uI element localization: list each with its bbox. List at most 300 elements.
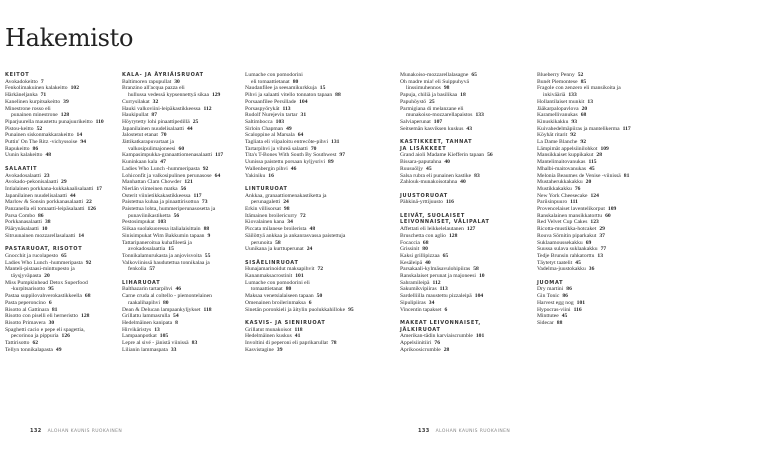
entry-title: Suussa sulava suklaakakku 77 (537, 246, 607, 253)
entry-title: Pasta peperoncino 6 (5, 299, 52, 306)
entry-page-number: 29 (599, 226, 605, 233)
entry-title: Hunajamarinoidut maksapihvit 72 (245, 266, 324, 273)
entry-page-number: 55 (204, 252, 211, 259)
index-entry (5, 85, 117, 92)
entry-title: Kuivahedelmäpiiras ja mantelikerma 117 (537, 125, 631, 132)
entry-page-number: 86 (32, 145, 39, 152)
entry-page-number: 18 (460, 92, 466, 99)
index-entry (537, 313, 737, 320)
index-entry (5, 106, 117, 119)
entry-title: Sitruunainen mozzarellasalaatti 14 (5, 232, 84, 239)
index-entry (400, 179, 530, 186)
entry-title: Japanilainen nuudelisalaatti 44 (5, 192, 76, 199)
entry-title: Uunissa paistettu porsaan kyljysrivi 89 (245, 159, 334, 166)
entry-page-number: 13 (154, 326, 160, 333)
entry-title: hullussa vedessä kypsennettyä sikaa 129 (128, 92, 221, 99)
index-entry (5, 139, 117, 146)
entry-page-number: 14 (76, 132, 83, 139)
index-entry (245, 226, 393, 233)
entry-title: Hollantilaiset munkit 13 (537, 98, 593, 105)
index-entry (537, 112, 737, 119)
index-entry (245, 72, 393, 85)
entry-title: Kinuskikakku 93 (537, 118, 577, 125)
index-entry (537, 300, 737, 307)
entry-page-number: 58 (275, 239, 281, 246)
index-entry (122, 226, 240, 233)
entry-title: Wallenbergin pihvi 46 (245, 165, 297, 172)
entry-title: Avokado-pekonisalaatti 29 (5, 179, 67, 186)
entry-title: Tedje Brunsin rahkatorttu 13 (537, 252, 603, 259)
index-entry (5, 340, 117, 347)
entry-page-number: 103 (157, 219, 167, 226)
entry-page-number: 101 (475, 333, 485, 340)
entry-page-number: 25 (192, 118, 199, 125)
entry-title: Härkäneljanka 71 (5, 92, 47, 99)
index-section (400, 139, 530, 186)
entry-page-number: 103 (275, 118, 285, 125)
entry-page-number: 85 (580, 78, 587, 85)
index-entry (537, 226, 737, 233)
index-entry (122, 327, 240, 334)
entry-page-number: 33 (170, 346, 177, 353)
index-entry (400, 260, 530, 267)
entry-page-number: 16 (268, 172, 274, 179)
entry-title: Suklaamoussekakku 69 (537, 239, 592, 246)
index-entry (245, 266, 393, 273)
index-entry (400, 300, 530, 307)
section-heading: JA LISÄKKEET (400, 145, 447, 152)
entry-page-number: 60 (178, 145, 185, 152)
entry-page-number: 23 (43, 172, 50, 179)
index-entry (245, 139, 393, 146)
entry-title: avokadosalaattia 15 (128, 246, 174, 253)
entry-page-number: 98 (443, 85, 450, 92)
index-entry (245, 280, 393, 293)
index-entry (5, 293, 117, 300)
index-entry (400, 266, 530, 273)
entry-page-number: 92 (202, 165, 209, 172)
entry-page-number: 88 (335, 92, 341, 99)
index-entry (537, 85, 737, 98)
entry-page-number: 93 (571, 118, 577, 125)
entry-title: Seitsemän kasviksen kuskus 43 (400, 125, 472, 132)
entry-page-number: 94 (80, 139, 86, 146)
entry-title: Puttin' On The Ritz -vichyssoise 94 (5, 139, 86, 146)
entry-page-number: 80 (163, 299, 169, 306)
index-column-2 (122, 72, 240, 360)
entry-title: Intialainen porkkana-kukkakaalisalaatti 17 (5, 185, 102, 192)
entry-title: -kurpitsarisotto 95 (11, 286, 54, 293)
entry-page-number: 46 (175, 286, 182, 293)
index-entry (400, 119, 530, 126)
index-entry (5, 186, 117, 193)
entry-page-number: 43 (466, 125, 472, 132)
entry-title: New York Cheesecake 124 (537, 192, 599, 199)
entry-title: Melonia Beaumes de Venise -viinissä 81 (537, 172, 630, 179)
entry-page-number: 72 (300, 212, 306, 219)
index-entry (122, 173, 240, 180)
entry-title: Salviaperunat 107 (400, 118, 443, 125)
entry-page-number: 65 (471, 72, 477, 78)
entry-page-number: 105 (159, 333, 169, 340)
index-entry (5, 226, 117, 233)
index-entry (122, 253, 240, 260)
index-entry (122, 347, 240, 354)
entry-page-number: 28 (443, 346, 450, 353)
entry-page-number: 113 (282, 105, 291, 112)
entry-title: Parmigiana di melanzane eli (400, 105, 464, 112)
entry-title: Munakoiso-mozzarellalasagne 65 (400, 72, 477, 78)
entry-title: Ricotta-mustikka-hotcaket 29 (537, 226, 605, 233)
entry-title: Jättikatkarapuvartaat ja (122, 139, 175, 146)
entry-title: perunoita 58 (251, 239, 281, 246)
entry-title: Paistettua lohta, hummeriperunasosetta ja (122, 206, 216, 213)
index-entry (537, 132, 737, 139)
index-entry (122, 99, 240, 106)
entry-title: Valkoviinissä haudutettua tonnikalaa ja (122, 259, 210, 266)
entry-page-number: 45 (426, 165, 432, 172)
index-entry (245, 119, 393, 126)
entry-title: Tonnikalamurukasta ja anjovisvoita 55 (122, 252, 211, 259)
index-entry (400, 233, 530, 240)
entry-page-number: 34 (287, 219, 293, 226)
entry-title: Hedelmäinen kanipata 8 (122, 320, 178, 326)
entry-page-number: 39 (63, 98, 69, 105)
entry-title: inkivääriä 133 (543, 92, 577, 99)
entry-title: Bruschetta con aglio 128 (400, 232, 458, 239)
entry-page-number: 28 (596, 152, 602, 159)
entry-page-number: 39 (276, 346, 283, 353)
index-entry (537, 119, 737, 126)
entry-title: Yakiniku 16 (245, 172, 274, 179)
index-entry (537, 199, 737, 206)
entry-page-number: 121 (184, 179, 193, 186)
index-entry (400, 240, 530, 247)
section-heading: LINTURUOAT (245, 185, 288, 192)
entry-page-number: 48 (309, 226, 316, 233)
index-entry (5, 152, 117, 159)
index-entry (5, 320, 117, 327)
entry-title: Zahlouk-munakoisotahna 40 (400, 179, 466, 186)
index-entry (245, 300, 393, 307)
index-entry (122, 293, 240, 306)
entry-page-number: 48 (45, 152, 52, 159)
entry-title: Grissinit 80 (400, 246, 428, 253)
section-heading: LIHARUOAT (122, 279, 161, 286)
entry-title: munakoiso-mozzarellapaistos 133 (406, 112, 484, 119)
index-entry (5, 173, 117, 180)
index-entry (5, 146, 117, 153)
entry-title: Spaghetti cacio e pepe eli spagettia, (5, 326, 85, 333)
entry-title: Köyhät ritarit 92 (537, 132, 576, 139)
entry-page-number: 72 (317, 266, 324, 273)
index-entry (245, 233, 393, 246)
index-entry (537, 186, 737, 193)
entry-page-number: 64 (214, 172, 221, 179)
index-section (537, 72, 737, 273)
index-entry (245, 219, 393, 226)
entry-title: Erkin villisorsat 98 (245, 206, 290, 213)
index-entry (245, 206, 393, 213)
index-section (5, 246, 117, 353)
entry-page-number: 80 (422, 246, 428, 253)
entry-page-number: 68 (84, 293, 91, 300)
entry-page-number: 56 (173, 212, 180, 219)
entry-title: Parsakaali-kylmäsavulohipiiras 58 (400, 266, 479, 273)
entry-title: Hypocras-viini 116 (537, 306, 582, 313)
index-entry (537, 99, 737, 106)
entry-page-number: 78 (330, 340, 337, 347)
index-section (537, 280, 737, 327)
index-entry (122, 240, 240, 253)
entry-title: Porkkanasalaatti 38 (5, 219, 51, 226)
entry-title: Piccata milanese broilerista 48 (245, 226, 316, 233)
entry-page-number: 112 (432, 279, 441, 286)
index-entry (537, 307, 737, 314)
index-entry (122, 126, 240, 133)
index-entry (537, 206, 737, 213)
entry-page-number: 117 (215, 152, 224, 159)
index-entry (245, 327, 393, 334)
entry-page-number: 10 (41, 226, 48, 233)
index-entry (400, 126, 530, 133)
entry-page-number: 126 (61, 333, 70, 340)
index-entry (122, 85, 240, 98)
index-entry (5, 219, 117, 226)
entry-title: Provencelaiset laventelikorput 109 (537, 206, 617, 213)
entry-title: Sakumikvipiiras 113 (400, 286, 448, 293)
index-entry (122, 193, 240, 200)
index-entry (245, 193, 393, 206)
entry-page-number: 110 (95, 118, 104, 125)
entry-title: Kaksi grillipizzaa 65 (400, 252, 449, 259)
index-section (122, 72, 240, 273)
entry-page-number: 115 (588, 159, 597, 166)
index-entry (400, 72, 530, 79)
entry-title: Lämpimät appelsiinilohkot 109 (537, 145, 609, 152)
entry-title: Blueberry Penny 52 (537, 72, 584, 78)
entry-title: perunagaletti 24 (251, 199, 289, 206)
entry-title: Porsaspyörykät 113 (245, 105, 291, 112)
index-entry (537, 246, 737, 253)
index-entry (245, 99, 393, 106)
index-entry (400, 99, 530, 106)
entry-title: Gnocchit ja rucolapesto 65 (5, 252, 67, 259)
entry-title: Pähkinä-yrttijuusto 116 (400, 199, 454, 206)
entry-page-number: 116 (573, 306, 582, 313)
entry-title: Sirloin Chapman 49 (245, 125, 292, 132)
section-heading: LEIVONNAISET, VÄLIPALAT (400, 219, 490, 226)
index-column-4 (400, 72, 530, 360)
entry-page-number: 107 (433, 118, 443, 125)
entry-page-number: 20 (44, 273, 50, 280)
index-entry (400, 159, 530, 166)
index-entry (122, 233, 240, 240)
index-entry (122, 333, 240, 340)
entry-page-number: 98 (283, 206, 290, 213)
entry-page-number: 36 (588, 266, 595, 273)
index-entry (5, 179, 117, 186)
entry-page-number: 45 (561, 313, 568, 320)
entry-page-number: 86 (38, 212, 44, 219)
index-entry (537, 173, 737, 180)
index-entry (537, 146, 737, 153)
entry-page-number: 24 (306, 246, 313, 253)
index-entry (5, 206, 117, 213)
section-heading: MAKEAT LEIVONNAISET, (400, 319, 481, 326)
index-entry (400, 166, 530, 173)
entry-page-number: 88 (556, 320, 563, 326)
entry-title: Pistou-keitto 52 (5, 125, 43, 132)
index-entry (5, 132, 117, 139)
index-entry (245, 126, 393, 133)
entry-page-number: 124 (590, 192, 599, 199)
index-entry (245, 85, 393, 92)
entry-title: Mantelimaitovanukas 115 (537, 159, 597, 166)
index-entry (537, 72, 737, 79)
entry-page-number: 15 (319, 85, 326, 92)
index-entry (245, 159, 393, 166)
entry-page-number: 86 (566, 286, 572, 293)
index-entry (5, 126, 117, 133)
entry-page-number: 131 (331, 139, 340, 146)
entry-title: Lilianin lammaspata 33 (122, 346, 177, 353)
entry-title: Bissara-paputahna 40 (400, 159, 450, 166)
entry-title: Fragole con zenzero eli mansikoita ja (537, 85, 621, 92)
footer-right (418, 428, 510, 435)
index-entry (400, 340, 530, 347)
index-entry (537, 179, 737, 186)
entry-title: Jääkarpalopavlova 20 (537, 105, 588, 112)
entry-page-number: 118 (203, 306, 212, 313)
entry-page-number: 109 (607, 206, 617, 213)
entry-page-number: 133 (568, 92, 577, 99)
entry-title: Lumache con pomodorini eli (245, 279, 310, 286)
entry-title: Salsa rubra eli punainen kastike 83 (400, 172, 480, 179)
entry-page-number: 15 (168, 246, 174, 253)
entry-page-number: 69 (585, 239, 592, 246)
section-heading: JUUSTORUOAT (400, 192, 448, 199)
entry-page-number: 49 (55, 346, 62, 353)
entry-title: Sinetän poronkieli ja äitylin puolukkahilloke 95 (245, 306, 354, 313)
entry-title: Tellyn tonnikalapasta 49 (5, 346, 62, 353)
entry-title: Carne cruda al coltello - piemontelainen (122, 293, 212, 300)
entry-title: Focaccia 68 (400, 239, 429, 246)
entry-page-number: 45 (589, 165, 595, 172)
index-entry (5, 307, 117, 314)
entry-page-number: 117 (193, 192, 202, 199)
entry-page-number: 40 (444, 159, 450, 166)
entry-title: Grillatut munakoisot 118 (245, 326, 303, 333)
entry-title: Porsaanfilee Persillade 104 (245, 98, 308, 105)
index-entry (537, 152, 737, 159)
entry-title: Omenainen broilerinmaksa 6 (245, 299, 312, 306)
index-entry (5, 327, 117, 340)
entry-page-number: 9 (207, 232, 211, 239)
entry-title: Hauki valkoviini-leipäkastikkeessa 112 (122, 105, 212, 112)
index-entry (537, 266, 737, 273)
entry-page-number: 22 (86, 199, 92, 206)
section-heading: JÄLKIRUOAT (400, 326, 441, 333)
index-entry (400, 106, 530, 119)
index-entry (5, 199, 117, 206)
entry-page-number: 81 (51, 306, 58, 313)
index-entry (245, 112, 393, 119)
index-entry (5, 253, 117, 260)
entry-page-number: 13 (597, 252, 603, 259)
index-entry (122, 260, 240, 273)
index-entry (245, 246, 393, 253)
entry-page-number: 76 (574, 185, 581, 192)
entry-title: Mansikkaiset kuppikakut 28 (537, 152, 602, 159)
entry-title: Gin Tonic 86 (537, 293, 568, 300)
entry-title: Manteli-pistaasi-minttupesto ja (5, 266, 75, 273)
entry-page-number: 104 (299, 98, 308, 105)
entry-title: Naudanfilee ja seesamikurkkuja 15 (245, 85, 326, 92)
entry-title: Manhattan Clam Chowder 121 (122, 179, 193, 186)
entry-page-number: 40 (425, 259, 431, 266)
index-entry (5, 213, 117, 220)
index-entry (5, 260, 117, 267)
entry-page-number: 83 (191, 340, 198, 347)
index-entry (537, 253, 737, 260)
index-section (245, 186, 393, 253)
entry-page-number: 40 (460, 179, 466, 186)
entry-title: Aprikoosicrumble 28 (400, 346, 450, 353)
entry-title: Bunét Piemontese 85 (537, 78, 587, 85)
entry-page-number: 64 (297, 132, 304, 139)
entry-title: Sahramileipä 112 (400, 279, 441, 286)
entry-title: Amerikan-tädin karviaiscrumble 101 (400, 333, 485, 340)
index-section (245, 320, 393, 354)
section-heading: SISÄELINRUOAT (245, 259, 299, 266)
entry-page-number: 45 (575, 259, 581, 266)
index-entry (400, 246, 530, 253)
entry-title: Kanelinen kurpitsakeitto 39 (5, 98, 69, 105)
entry-title: Pariisinpuuro 111 (537, 199, 578, 206)
index-entry (122, 132, 240, 139)
index-entry (537, 233, 737, 240)
entry-page-number: 38 (44, 219, 51, 226)
entry-page-number: 102 (70, 85, 79, 92)
entry-title: Tattaripaneroitua kuhafileetä ja (122, 239, 192, 246)
entry-page-number: 29 (61, 179, 67, 186)
entry-title: Lepre al sivé - jänistä viinissä 83 (122, 340, 198, 347)
index-entry (537, 166, 737, 173)
entry-title: Hedelmäinen kuskus 41 (245, 333, 301, 340)
entry-title: Tartarpihvi ja vihreä salaatti 70 (245, 145, 317, 152)
entry-page-number: 32 (152, 98, 159, 105)
index-entry (537, 139, 737, 146)
entry-title: Rouva Sörnitin piparkakut 37 (537, 232, 605, 239)
entry-title: fenkolia 57 (128, 266, 155, 273)
entry-title: Scaloppine al Marsala 64 (245, 132, 304, 139)
index-entry (537, 293, 737, 300)
entry-title: Ankkaa, granaattiomenakastiketta ja (245, 192, 327, 199)
index-entry (537, 79, 737, 86)
index-entry (245, 173, 393, 180)
page-number: 133 (418, 428, 430, 434)
entry-title: Papuja, chiliä ja basilikaa 18 (400, 92, 466, 99)
index-entry (245, 213, 393, 220)
index-entry (400, 79, 530, 92)
entry-page-number: 81 (623, 172, 630, 179)
entry-page-number: 30 (174, 78, 180, 85)
index-entry (122, 313, 240, 320)
entry-page-number: 50 (316, 293, 323, 300)
entry-page-number: 30 (48, 319, 55, 326)
entry-title: täysjyväpasta 20 (11, 273, 50, 280)
